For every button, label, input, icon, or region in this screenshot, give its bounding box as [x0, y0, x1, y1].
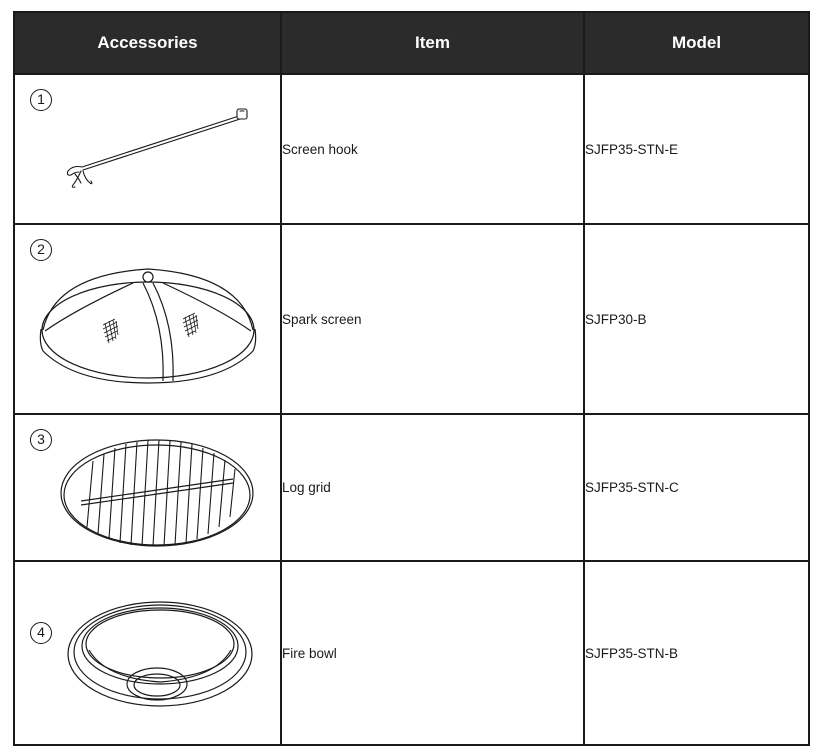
item-name: Spark screen — [281, 224, 584, 414]
model-number: SJFP35-STN-C — [584, 414, 809, 561]
log-grid-icon — [15, 415, 278, 560]
item-name: Fire bowl — [281, 561, 584, 745]
table-row — [14, 561, 809, 745]
header-row — [14, 12, 809, 74]
item-number-badge: 3 — [30, 429, 52, 451]
item-number-badge: 4 — [30, 622, 52, 644]
screen-hook-icon — [15, 75, 278, 223]
item-name: Log grid — [281, 414, 584, 561]
model-number: SJFP30-B — [584, 224, 809, 414]
accessory-image-cell — [14, 224, 281, 414]
fire-bowl-icon — [15, 562, 278, 744]
accessory-image-cell — [14, 561, 281, 745]
header-item: Item — [281, 12, 584, 74]
model-number: SJFP35-STN-E — [584, 74, 809, 224]
header-accessories: Accessories — [14, 12, 281, 74]
model-number: SJFP35-STN-B — [584, 561, 809, 745]
item-number-badge: 2 — [30, 239, 52, 261]
table-row — [14, 74, 809, 224]
table-row — [14, 414, 809, 561]
item-number-badge: 1 — [30, 89, 52, 111]
spark-screen-icon — [15, 225, 278, 413]
header-model: Model — [584, 12, 809, 74]
accessory-image-cell — [14, 74, 281, 224]
accessory-image-cell — [14, 414, 281, 561]
table-row — [14, 224, 809, 414]
item-name: Screen hook — [281, 74, 584, 224]
accessories-table — [13, 11, 810, 746]
